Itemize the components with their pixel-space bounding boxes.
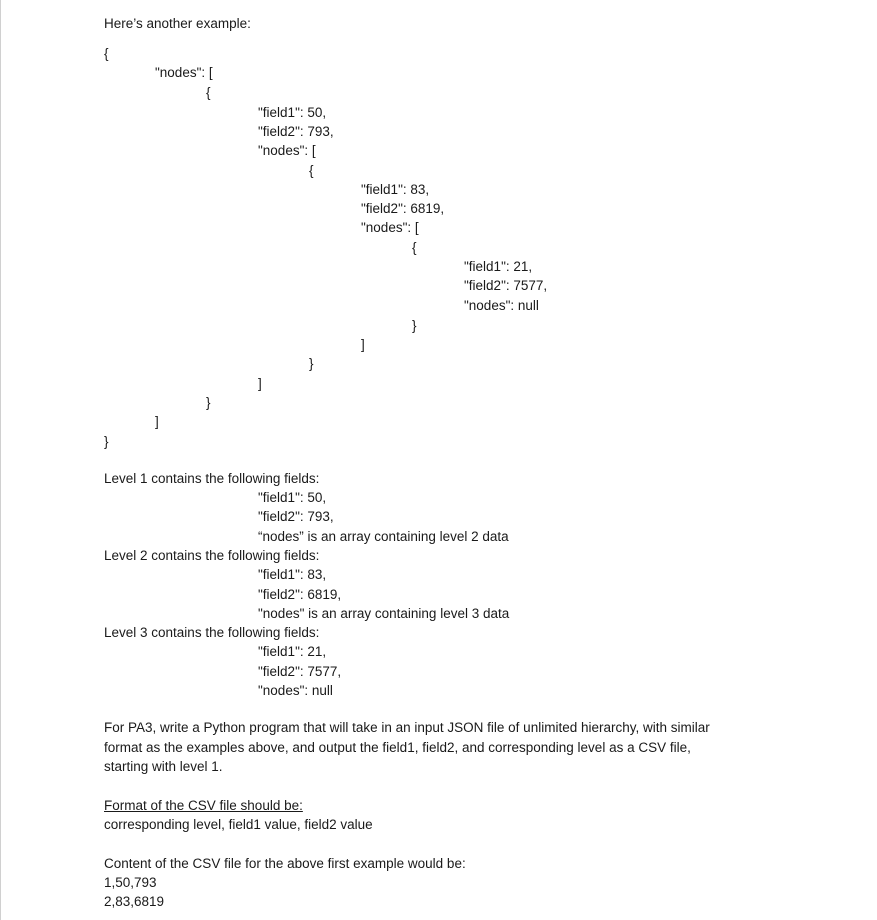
assignment-line: starting with level 1. [104, 759, 223, 774]
page-edge [0, 0, 1, 920]
json-line: { [309, 163, 314, 178]
json-line: { [104, 46, 109, 61]
json-line: } [412, 318, 417, 333]
csv-format-spec: corresponding level, field1 value, field2 value [104, 817, 373, 832]
level2-field2: "field2": 6819, [258, 587, 342, 602]
json-line: ] [155, 414, 159, 429]
json-line: "field2": 6819, [361, 201, 445, 216]
level3-field1: "field1": 21, [258, 644, 327, 659]
json-line: "nodes": [ [258, 143, 316, 158]
level2-nodes: "nodes" is an array containing level 3 data [258, 606, 510, 621]
csv-format-heading: Format of the CSV file should be: [104, 798, 303, 813]
csv-content-heading: Content of the CSV file for the above first example would be: [104, 856, 466, 871]
json-line: "nodes": null [464, 298, 539, 313]
intro-text: Here’s another example: [104, 16, 251, 31]
json-line: } [206, 395, 211, 410]
level1-nodes: “nodes” is an array containing level 2 data [258, 529, 509, 544]
level2-heading: Level 2 contains the following fields: [104, 548, 320, 563]
level3-heading: Level 3 contains the following fields: [104, 625, 320, 640]
json-line: "field1": 83, [361, 182, 430, 197]
level1-field1: "field1": 50, [258, 490, 327, 505]
json-line: { [206, 85, 211, 100]
json-line: } [104, 434, 109, 449]
assignment-line: format as the examples above, and output the field1, field2, and corresponding level as a CSV file, [104, 740, 691, 755]
level1-field2: "field2": 793, [258, 509, 334, 524]
json-line: { [412, 240, 417, 255]
level3-nodes: "nodes": null [258, 683, 333, 698]
json-line: "field1": 50, [258, 105, 327, 120]
level3-field2: "field2": 7577, [258, 664, 342, 679]
json-line: "field1": 21, [464, 259, 533, 274]
json-line: ] [258, 376, 262, 391]
json-line: } [309, 356, 314, 371]
csv-row: 1,50,793 [104, 875, 157, 890]
csv-row: 2,83,6819 [104, 894, 165, 909]
json-line: ] [361, 337, 365, 352]
json-line: "nodes": [ [155, 65, 213, 80]
level2-field1: "field1": 83, [258, 567, 327, 582]
json-line: "field2": 793, [258, 124, 334, 139]
assignment-line: For PA3, write a Python program that will take in an input JSON file of unlimited hierarchy, with similar [104, 720, 710, 735]
level1-heading: Level 1 contains the following fields: [104, 471, 320, 486]
json-line: "nodes": [ [361, 220, 419, 235]
json-line: "field2": 7577, [464, 278, 548, 293]
